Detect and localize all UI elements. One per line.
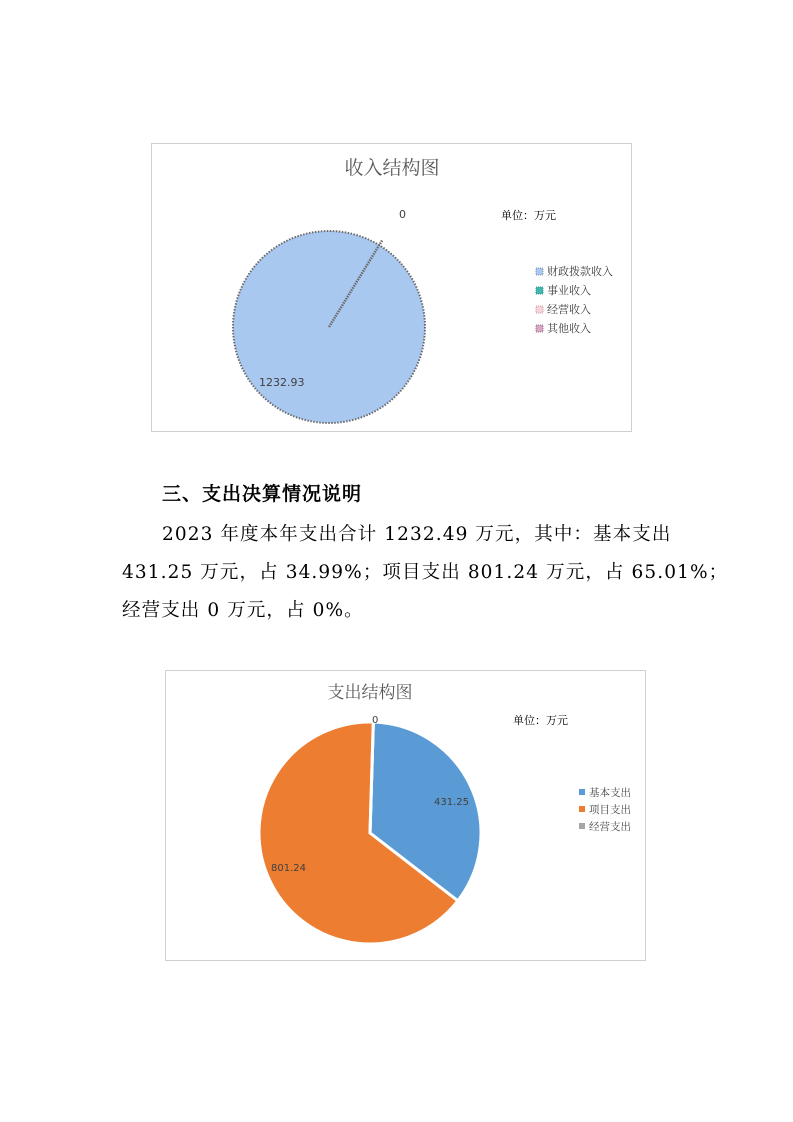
paragraph-line-3: 经营支出 0 万元，占 0%。 xyxy=(122,600,364,621)
expense-chart-svg xyxy=(166,671,647,962)
expense-pie xyxy=(259,722,481,944)
income-data-label-zero: 0 xyxy=(399,208,406,221)
income-unit-note: 单位：万元 xyxy=(501,209,556,222)
legend-label-business: 事业收入 xyxy=(547,284,591,297)
legend-swatch-fiscal xyxy=(536,268,543,275)
legend-label-operating-exp: 经营支出 xyxy=(589,821,631,833)
legend-swatch-operating xyxy=(536,306,543,313)
legend-swatch-business xyxy=(536,287,543,294)
legend-label-operating: 经营收入 xyxy=(547,303,591,316)
legend-swatch-basic xyxy=(579,789,585,795)
legend-swatch-operating xyxy=(579,823,585,829)
income-chart-svg xyxy=(152,144,633,433)
expense-legend xyxy=(579,786,631,833)
legend-label-fiscal: 财政拨款收入 xyxy=(547,265,613,278)
paragraph-line-2: 431.25 万元，占 34.99%；项目支出 801.24 万元，占 65.01%； xyxy=(122,562,729,583)
legend-label-basic: 基本支出 xyxy=(589,787,631,799)
expense-data-label-basic: 431.25 xyxy=(434,797,469,808)
expense-structure-chart xyxy=(165,670,646,961)
income-pie xyxy=(233,231,425,423)
legend-label-other: 其他收入 xyxy=(547,322,591,335)
income-structure-chart xyxy=(151,143,632,432)
legend-label-project: 项目支出 xyxy=(589,804,631,816)
expense-chart-title: 支出结构图 xyxy=(327,683,413,703)
expense-unit-note: 单位：万元 xyxy=(513,714,568,727)
income-chart-title: 收入结构图 xyxy=(344,157,440,179)
legend-swatch-project xyxy=(579,806,585,812)
expense-data-label-project: 801.24 xyxy=(271,863,306,874)
section-heading: 三、支出决算情况说明 xyxy=(162,483,363,505)
income-legend xyxy=(536,264,613,335)
paragraph-line-1: 2023 年度本年支出合计 1232.49 万元，其中：基本支出 xyxy=(162,524,672,545)
income-data-label-main: 1232.93 xyxy=(259,376,305,389)
expense-data-label-operating: 0 xyxy=(372,715,379,726)
legend-swatch-other xyxy=(536,325,543,332)
